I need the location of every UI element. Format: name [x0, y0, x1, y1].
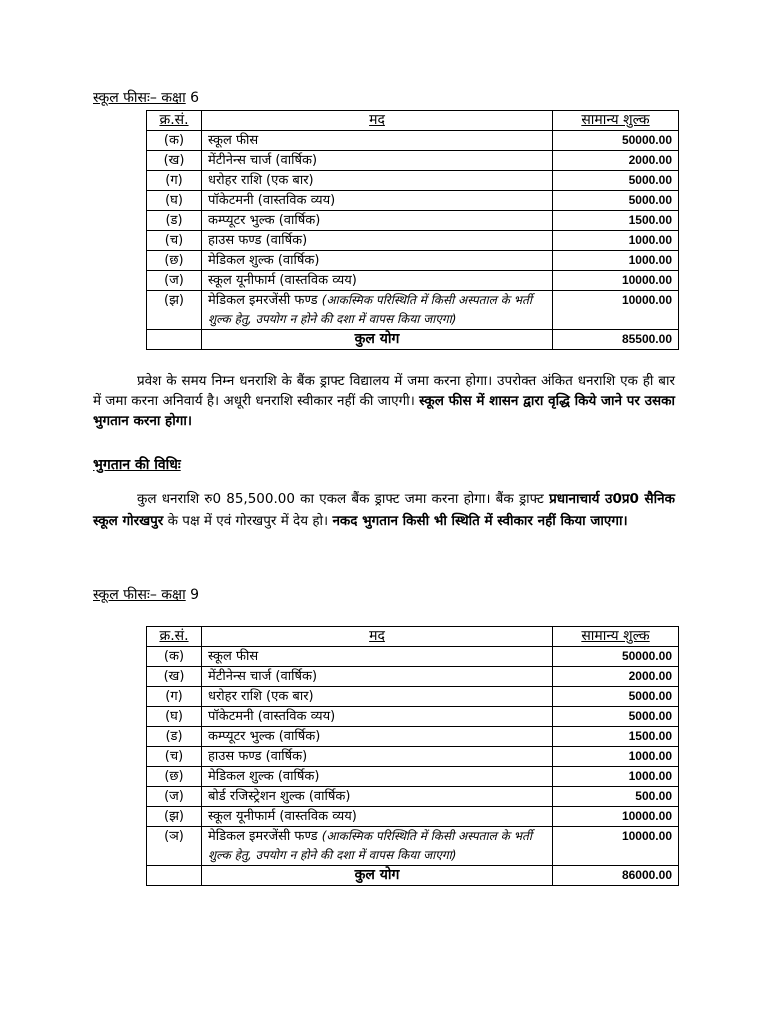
row-item: [202, 231, 553, 251]
row-amount: 1000.00: [553, 767, 679, 787]
row-amount: 5000.00: [553, 191, 679, 211]
row-item-label: मेडिकल इमरजेंसी फण्ड: [208, 293, 318, 308]
row-serial: (छ): [147, 767, 202, 787]
admission-note: [93, 371, 675, 431]
row-item-note: (आकस्मिक परिस्थिति में किसी अस्पताल के भर्ती शुल्क हेतु, उपयोग न होने की दशा में वापस किया जाएगा): [208, 829, 532, 862]
header-item: मद: [202, 627, 553, 647]
row-item: [202, 707, 553, 727]
row-item: [202, 151, 553, 171]
row-item-label: स्कूल यूनीफार्म (वास्तविक व्यय): [208, 809, 357, 824]
row-amount: 10000.00: [553, 271, 679, 291]
header-item: मद: [202, 111, 553, 131]
row-item: [202, 191, 553, 211]
class9-fee-table: [146, 626, 679, 886]
row-amount: 2000.00: [553, 667, 679, 687]
table-row: [147, 647, 679, 667]
header-serial: क्र.सं.: [147, 627, 202, 647]
table-row: [147, 827, 679, 866]
row-amount: 10000.00: [553, 827, 679, 866]
row-serial: (ड): [147, 727, 202, 747]
row-serial: (च): [147, 747, 202, 767]
row-amount: 5000.00: [553, 171, 679, 191]
class9-heading-number: 9: [190, 587, 200, 603]
row-serial: (ज): [147, 787, 202, 807]
row-serial: (घ): [147, 707, 202, 727]
row-amount: 1500.00: [553, 211, 679, 231]
header-fee: सामान्य शुल्क: [553, 111, 679, 131]
row-item: [202, 271, 553, 291]
row-item-label: स्कूल यूनीफार्म (वास्तविक व्यय): [208, 273, 357, 288]
row-item-label: धरोहर राशि (एक बार): [208, 173, 314, 188]
row-serial: (क): [147, 131, 202, 151]
admission-note-bold: स्कूल फीस में शासन द्वारा वृद्धि किये जाने पर उसका भुगतान करना होगा।: [93, 393, 675, 429]
total-label: कुल योग: [202, 330, 553, 350]
row-amount: 1500.00: [553, 727, 679, 747]
row-item-label: हाउस फण्ड (वार्षिक): [208, 233, 308, 248]
row-serial: (ग): [147, 687, 202, 707]
class6-fee-table: [146, 110, 679, 350]
row-serial: (ख): [147, 667, 202, 687]
row-item-label: मेंटीनेन्स चार्ज (वार्षिक): [208, 669, 318, 684]
row-item: [202, 647, 553, 667]
table-row: [147, 191, 679, 211]
table-row: [147, 667, 679, 687]
row-item-note: (आकस्मिक परिस्थिति में किसी अस्पताल के भर्ती शुल्क हेतु, उपयोग न होने की दशा में वापस किया जाएगा): [208, 293, 532, 326]
payment-payee: प्रधानाचार्य उ0प्र0 सैनिक स्कूल गोरखपुर: [93, 491, 675, 529]
table-row: [147, 767, 679, 787]
row-item: [202, 291, 553, 330]
row-serial: (ञ): [147, 827, 202, 866]
row-item: [202, 787, 553, 807]
table-header-row: [147, 111, 679, 131]
row-amount: 1000.00: [553, 231, 679, 251]
row-item-label: मेडिकल शुल्क (वार्षिक): [208, 769, 320, 784]
row-item-label: पॉकेटमनी (वास्तविक व्यय): [208, 709, 336, 724]
total-amount: 86000.00: [553, 866, 679, 886]
row-item-label: स्कूल फीस: [208, 133, 259, 148]
total-label: कुल योग: [202, 866, 553, 886]
row-item: [202, 827, 553, 866]
row-item-label: हाउस फण्ड (वार्षिक): [208, 749, 308, 764]
table-row: [147, 231, 679, 251]
class6-heading-label: स्कूल फीसः– कक्षा: [93, 90, 186, 106]
table-row: [147, 787, 679, 807]
row-serial: (ख): [147, 151, 202, 171]
row-item: [202, 767, 553, 787]
table-row: [147, 747, 679, 767]
table-row: [147, 171, 679, 191]
row-serial: (झ): [147, 807, 202, 827]
payment-cash-note: नकद भुगतान किसी भी स्थिति में स्वीकार नहीं किया जाएगा।: [332, 513, 628, 529]
table-row: [147, 707, 679, 727]
table-row: [147, 211, 679, 231]
table-header-row: [147, 627, 679, 647]
row-amount: 50000.00: [553, 647, 679, 667]
class9-heading: [93, 585, 199, 604]
table-row: [147, 807, 679, 827]
table-row: [147, 251, 679, 271]
row-item-label: मेडिकल इमरजेंसी फण्ड: [208, 829, 318, 844]
row-serial: (ड): [147, 211, 202, 231]
row-item-label: स्कूल फीस: [208, 649, 259, 664]
row-serial: (घ): [147, 191, 202, 211]
row-amount: 10000.00: [553, 291, 679, 330]
row-item-label: कम्प्यूटर भुल्क (वार्षिक): [208, 213, 321, 228]
row-amount: 500.00: [553, 787, 679, 807]
row-item-label: मेंटीनेन्स चार्ज (वार्षिक): [208, 153, 318, 168]
table-row: [147, 151, 679, 171]
row-serial: (छ): [147, 251, 202, 271]
header-fee: सामान्य शुल्क: [553, 627, 679, 647]
payment-text: [93, 488, 675, 532]
row-serial: (च): [147, 231, 202, 251]
table-row: [147, 131, 679, 151]
header-serial: क्र.सं.: [147, 111, 202, 131]
class6-fee-rows: [147, 131, 679, 330]
row-amount: 5000.00: [553, 707, 679, 727]
payment-text-1: कुल धनराशि रु0 85,500.00 का एकल बैंक ड्राफ्ट जमा करना होगा। बैंक ड्राफ्ट: [137, 491, 544, 507]
row-item: [202, 747, 553, 767]
row-item: [202, 727, 553, 747]
class6-heading-number: 6: [190, 90, 200, 106]
row-item: [202, 687, 553, 707]
row-amount: 10000.00: [553, 807, 679, 827]
row-amount: 50000.00: [553, 131, 679, 151]
payment-text-2: के पक्ष में एवं गोरखपुर में देय हो।: [167, 513, 329, 529]
row-item: [202, 251, 553, 271]
row-item: [202, 807, 553, 827]
class9-fee-rows: [147, 647, 679, 866]
row-item-label: कम्प्यूटर भुल्क (वार्षिक): [208, 729, 321, 744]
row-item: [202, 211, 553, 231]
row-item-label: पॉकेटमनी (वास्तविक व्यय): [208, 193, 336, 208]
row-serial: (ग): [147, 171, 202, 191]
row-serial: (ज): [147, 271, 202, 291]
row-amount: 1000.00: [553, 251, 679, 271]
total-row: [147, 866, 679, 886]
row-amount: 1000.00: [553, 747, 679, 767]
row-serial: (क): [147, 647, 202, 667]
row-amount: 2000.00: [553, 151, 679, 171]
row-item: [202, 667, 553, 687]
class6-heading: [93, 88, 199, 107]
admission-note-text: प्रवेश के समय निम्न धनराशि के बैंक ड्राफ्ट विद्यालय में जमा करना होगा। उपरोक्त अंकित धनराशि एक ही बार में जमा करना अनिवार्य है। अधूरी धनराशि स्वीकार नहीं की जाएगी।: [93, 373, 675, 409]
row-amount: 5000.00: [553, 687, 679, 707]
table-row: [147, 727, 679, 747]
row-item: [202, 131, 553, 151]
row-item-label: धरोहर राशि (एक बार): [208, 689, 314, 704]
row-item: [202, 171, 553, 191]
total-amount: 85500.00: [553, 330, 679, 350]
row-item-label: मेडिकल शुल्क (वार्षिक): [208, 253, 320, 268]
table-row: [147, 271, 679, 291]
row-serial: (झ): [147, 291, 202, 330]
table-row: [147, 291, 679, 330]
total-row: [147, 330, 679, 350]
payment-heading: भुगतान की विधिः: [93, 457, 181, 473]
class9-heading-label: स्कूल फीसः– कक्षा: [93, 587, 186, 603]
table-row: [147, 687, 679, 707]
row-item-label: बोर्ड रजिस्ट्रेशन शुल्क (वार्षिक): [208, 789, 351, 804]
